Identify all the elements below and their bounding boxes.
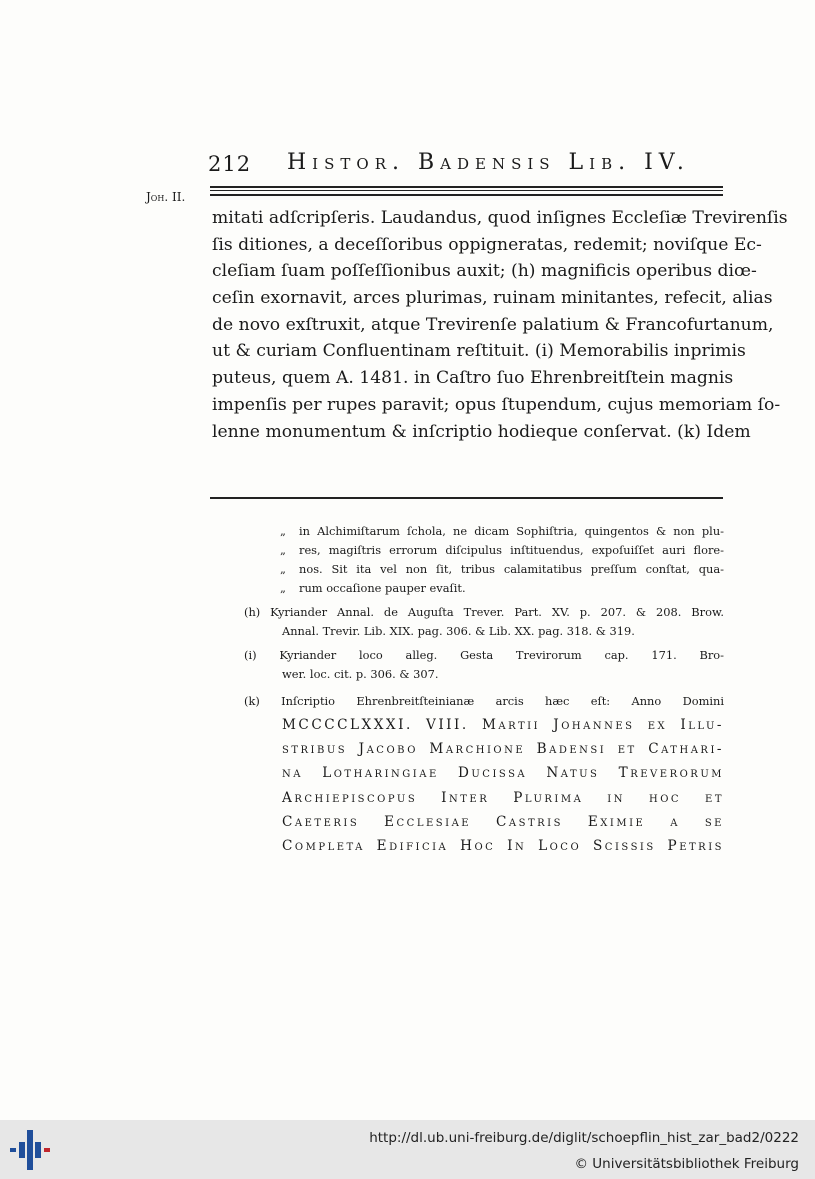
header-rule-top bbox=[210, 186, 723, 188]
footnote-i bbox=[244, 646, 724, 684]
document-url[interactable]: http://dl.ub.uni-freiburg.de/diglit/schoepflin_hist_zar_bad2/0222 bbox=[369, 1130, 799, 1146]
header-rule-middle bbox=[210, 190, 723, 191]
quote-line bbox=[280, 579, 724, 598]
viewer-footer bbox=[0, 1120, 815, 1179]
page-header bbox=[0, 150, 815, 180]
text-line: puteus, quem A. 1481. in Caſtro ſuo Ehrenbreitſtein magnis bbox=[212, 368, 734, 389]
text-line: mitati adſcripſeris. Laudandus, quod inſignes Eccleſiæ Trevirenſis bbox=[212, 208, 788, 228]
text-line: impenſis per rupes paravit; opus ſtupendum, cujus memoriam ſo- bbox=[212, 394, 781, 415]
inscription-line: Completa Edificia Hoc In Loco Scissis Petris bbox=[282, 837, 724, 854]
inscription-line: Caeteris Ecclesiae Castris Eximie a se bbox=[282, 813, 724, 830]
text-line: ceſin exornavit, arces plurimas, ruinam minitantes, refecit, alias bbox=[212, 288, 773, 309]
header-rule-bottom bbox=[210, 194, 723, 196]
inscription bbox=[244, 713, 724, 858]
quote-text: in Alchimiſtarum ſchola, ne dicam Sophiſtria, quingentos & non plu- bbox=[299, 524, 724, 538]
footnote-line: (h) Kyriander Annal. de Auguſta Trever. Part. XV. p. 207. & 208. Brow. bbox=[244, 605, 724, 619]
main-text bbox=[212, 205, 788, 445]
quote-text: nos. Sit ita vel non ſit, tribus calamitatibus preſſum conſtat, qua- bbox=[299, 562, 724, 576]
text-line: de novo exſtruxit, atque Trevirenſe palatium & Francofurtanum, bbox=[212, 314, 774, 335]
quote-line bbox=[280, 541, 724, 560]
quote-line bbox=[280, 522, 724, 541]
text-line: ſis ditiones, a deceſſoribus oppigneratas, redemit; noviſque Ec- bbox=[212, 234, 762, 255]
inscription-line: stribus Jacobo Marchione Badensi et Cathari- bbox=[282, 741, 724, 758]
footnote-line: (i) Kyriander loco alleg. Gesta Trevirorum cap. 171. Bro- bbox=[244, 648, 724, 662]
footnote-k bbox=[244, 689, 724, 858]
inscription-line: na Lotharingiae Ducissa Natus Treverorum bbox=[282, 765, 724, 782]
text-line: cleſiam ſuam poſſeſſionibus auxit; (h) magnificis operibus diœ- bbox=[212, 261, 757, 282]
footnote-separator bbox=[210, 497, 723, 499]
quote-mark: „ bbox=[280, 562, 286, 576]
footnote-line: Annal. Trevir. Lib. XIX. pag. 306. & Lib. XX. pag. 318. & 319. bbox=[282, 624, 635, 638]
page-number: 212 bbox=[208, 152, 252, 176]
quote-line bbox=[280, 560, 724, 579]
footnote-line: wer. loc. cit. p. 306. & 307. bbox=[282, 667, 439, 681]
quote-text: rum occaſione pauper evaſit. bbox=[299, 581, 466, 595]
quote-mark: „ bbox=[280, 543, 286, 557]
ub-freiburg-logo-icon[interactable] bbox=[10, 1130, 50, 1170]
inscription-line: MCCCCLXXXI. VIII. Martii Johannes ex Illu- bbox=[282, 717, 724, 733]
copyright-text: © Universitätsbibliothek Freiburg bbox=[574, 1156, 799, 1172]
footnote-h bbox=[244, 603, 724, 641]
text-line: lenne monumentum & inſcriptio hodieque conſervat. (k) Idem bbox=[212, 421, 751, 442]
quote-mark: „ bbox=[280, 524, 286, 538]
quote-text: res, magiſtris errorum diſcipulus inſtituendus, expoſuiſſet auri flore- bbox=[299, 543, 724, 557]
footnotes bbox=[244, 522, 724, 858]
margin-note: Joh. II. bbox=[146, 190, 186, 204]
text-line: ut & curiam Confluentinam reſtituit. (i) Memorabilis inprimis bbox=[212, 341, 746, 362]
running-head: Histor. Badensis Lib. IV. bbox=[287, 150, 690, 175]
quote-mark: „ bbox=[280, 581, 286, 595]
footnote-line: (k) Inſcriptio Ehrenbreitſteinianæ arcis hæc eſt: Anno Domini bbox=[244, 694, 724, 708]
inscription-line: Archiepiscopus Inter Plurima in hoc et bbox=[282, 789, 724, 806]
